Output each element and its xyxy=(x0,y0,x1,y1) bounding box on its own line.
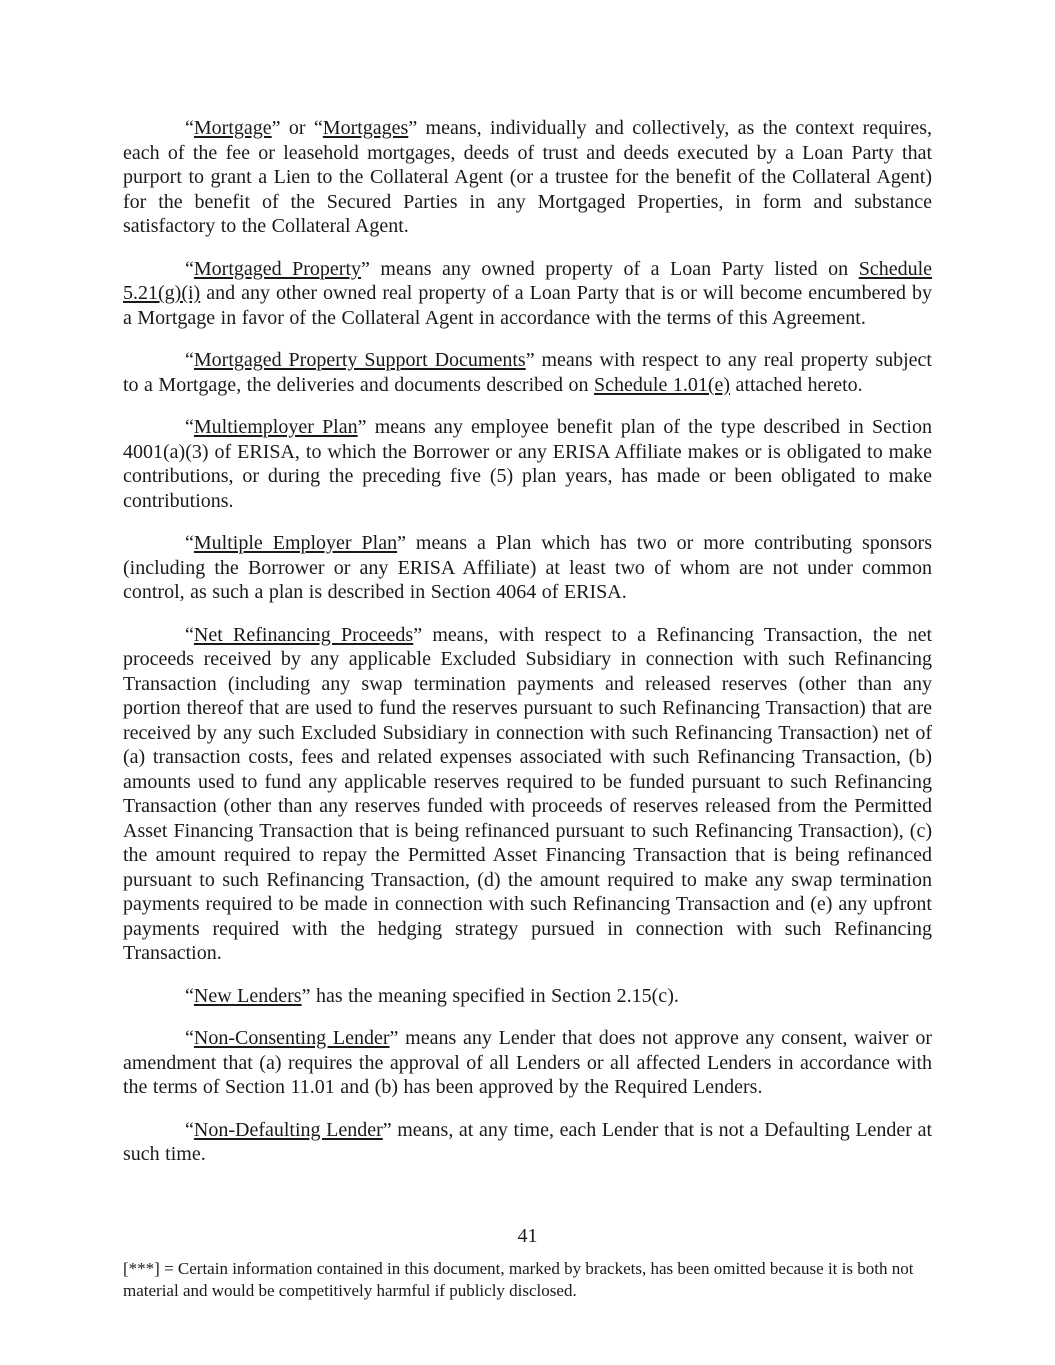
defined-term: Schedule 1.01(e) xyxy=(594,373,731,396)
paragraph-text: and any other owned real property of a Loan Party that is or will become encumbered by a Mortgage in favor of the Collateral Agent in accordance with the terms of this Agreement. xyxy=(123,282,932,329)
paragraph-text: “ xyxy=(185,623,194,646)
paragraph-text: ” means any Lender that does not approve any consent, waiver or amendment that (a) requires the approval of all Lenders or all affected Lenders in accordance with the terms of Section 11.01 and (b) has been approved by the Required Lenders. xyxy=(123,1027,932,1098)
defined-term: Multiple Employer Plan xyxy=(193,532,398,554)
paragraph xyxy=(123,984,932,1009)
paragraph-text: ” means, individually and collectively, as the context requires, each of the fee or leasehold mortgages, deeds of trust and deeds executed by a Loan Party that purport to grant a Lien to the Collateral Agent (or a trustee for the benefit of the Collateral Agent) for the benefit of the Secured Parties in any Mortgaged Properties, in form and substance satisfactory to the Collateral Agent. xyxy=(123,117,933,237)
paragraph-text: “ xyxy=(185,1118,194,1141)
paragraph xyxy=(123,116,932,239)
defined-term: Non-Consenting Lender xyxy=(193,1027,390,1049)
defined-term: Mortgaged Property xyxy=(193,257,362,280)
defined-term: Net Refinancing Proceeds xyxy=(193,623,414,646)
defined-term: Multiemployer Plan xyxy=(193,416,358,438)
paragraph-text: “ xyxy=(185,532,194,554)
paragraph-text: ” or “ xyxy=(271,117,323,139)
paragraph-text: ” means a Plan which has two or more contributing sponsors (including the Borrower or any ERISA Affiliate) at least two of whom are not under common control, as such a plan is described in Section 4064 of ERISA. xyxy=(123,532,933,603)
paragraph-text: ” means any employee benefit plan of the type described in Section 4001(a)(3) of ERISA, to which the Borrower or any ERISA Affiliate makes or is obligated to make contributions, or during the preceding five (5) plan years, has made or been obligated to make contributions. xyxy=(123,416,932,512)
defined-term: Non-Defaulting Lender xyxy=(193,1118,383,1141)
definitions-section xyxy=(123,116,932,1185)
paragraph-text: “ xyxy=(185,984,194,1007)
defined-term: Mortgaged Property Support Documents xyxy=(193,349,526,371)
paragraph xyxy=(123,1026,932,1100)
paragraph-text: “ xyxy=(185,349,194,371)
paragraph xyxy=(123,1118,932,1167)
paragraph-text: ” means with respect to any real property subject to a Mortgage, the deliveries and documents described on xyxy=(123,349,932,396)
paragraph-text: “ xyxy=(185,117,194,139)
defined-term: New Lenders xyxy=(193,984,302,1007)
paragraph xyxy=(123,257,932,331)
paragraph xyxy=(123,348,932,397)
paragraph-text: ” means, with respect to a Refinancing Transaction, the net proceeds received by any applicable Excluded Subsidiary in connection with such Refinancing Transaction (including any swap termination payments and released reserves (other than any portion thereof that are used to fund the reserves pursuant to such Refinancing Transaction) that are received by any such Excluded Subsidiary in connection with such Refinancing Transaction) net of (a) transaction costs, fees and related expenses associated with such Refinancing Transaction, (b) amounts used to fund any applicable reserves required to be funded pursuant to such Refinancing Transaction (other than any reserves funded with proceeds of reserves released from the Permitted Asset Financing Transaction that is being refinanced pursuant to such Refinancing Transaction), (c) the amount required to repay the Permitted Asset Financing Transaction that is being refinanced pursuant to such Refinancing Transaction, (d) the amount required to make any swap termination payments required to be made in connection with such Refinancing Transaction and (e) any upfront payments required with the hedging strategy pursued in connection with such Refinancing Transaction. xyxy=(123,623,932,964)
paragraph-text: “ xyxy=(185,416,194,438)
paragraph-text: ” means, at any time, each Lender that is not a Defaulting Lender at such time. xyxy=(123,1118,933,1165)
paragraph-text: attached hereto. xyxy=(730,373,863,396)
paragraph-text: “ xyxy=(185,257,194,280)
paragraph xyxy=(123,415,932,513)
paragraph-text: ” has the meaning specified in Section 2.15(c). xyxy=(301,984,679,1007)
paragraph-text: ” means any owned property of a Loan Party listed on xyxy=(361,257,859,280)
defined-term: Schedule 5.21(g)(i) xyxy=(123,257,932,304)
page-number: 41 xyxy=(517,1225,538,1247)
defined-term: Mortgages xyxy=(322,117,409,139)
paragraph xyxy=(123,623,932,966)
defined-term: Mortgage xyxy=(193,117,272,139)
paragraph-text: “ xyxy=(185,1027,194,1049)
confidentiality-footnote: [***] = Certain information contained in this document, marked by brackets, has been omitted because it is both not material and would be competitively harmful if publicly disclosed. xyxy=(123,1259,914,1300)
paragraph xyxy=(123,531,932,605)
